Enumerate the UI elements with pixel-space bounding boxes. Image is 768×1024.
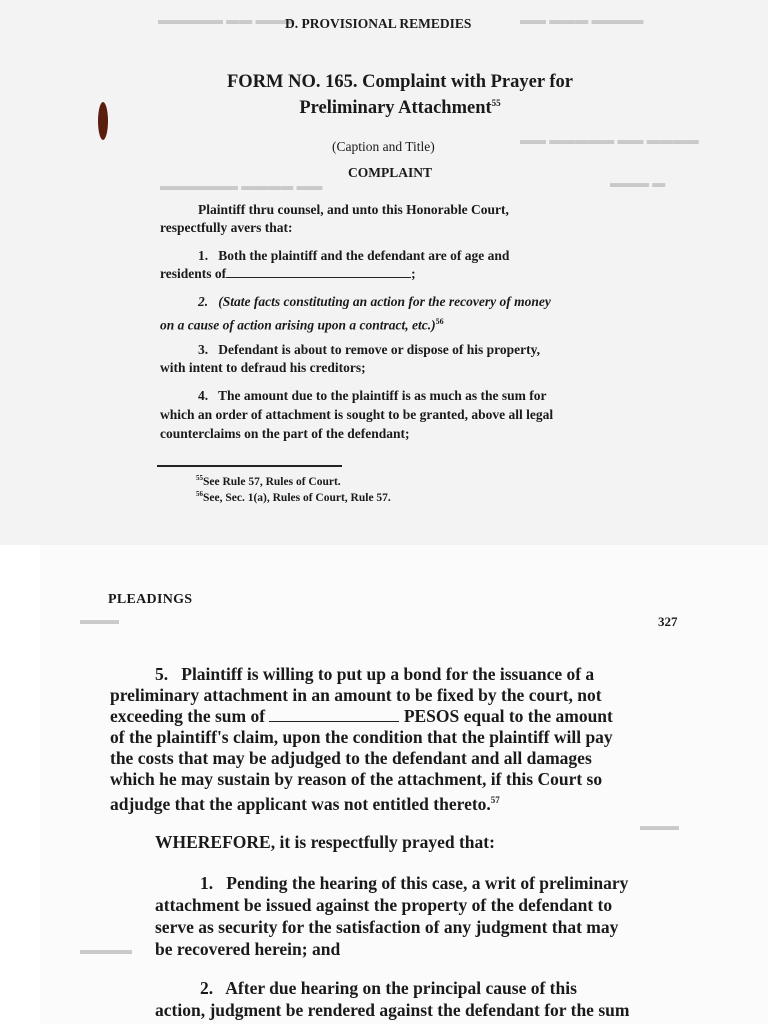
para5-line3-start: exceeding the sum of bbox=[110, 706, 266, 726]
para5-line7-wrap bbox=[110, 790, 500, 814]
form-title-line1: FORM NO. 165. Complaint with Prayer for bbox=[227, 72, 573, 92]
intro-line1: Plaintiff thru counsel, and unto this Honorable Court, bbox=[198, 202, 509, 217]
section-heading: D. PROVISIONAL REMEDIES bbox=[285, 16, 472, 31]
prayer2-line1: 2. After due hearing on the principal cause of this bbox=[200, 978, 577, 998]
para1-line2-end: ; bbox=[411, 266, 416, 281]
footnote-1-text: See Rule 57, Rules of Court. bbox=[203, 475, 341, 488]
footnote-2-ref: 56 bbox=[196, 490, 203, 498]
intro-line2: respectfully avers that: bbox=[160, 220, 293, 235]
para5-line2: preliminary attachment in an amount to be fixed by the court, not bbox=[110, 685, 602, 705]
para5-line1: 5. Plaintiff is willing to put up a bond for the issuance of a bbox=[155, 664, 595, 684]
para3-line1: 3. Defendant is about to remove or dispose of his property, bbox=[198, 342, 541, 357]
bleed-through-text: ▬▬ ▬▬▬▬ ▬▬▬▬▬▬ bbox=[160, 178, 323, 193]
bleed-through-text: ▬▬▬ bbox=[80, 612, 119, 627]
prayer1-line1: 1. Pending the hearing of this case, a writ of preliminary bbox=[200, 873, 629, 893]
form-title-ref: 55 bbox=[491, 98, 501, 108]
page-number: 327 bbox=[658, 614, 678, 629]
para2-ref: 56 bbox=[435, 317, 444, 326]
para3-line2: with intent to defraud his creditors; bbox=[160, 360, 366, 375]
footnote-rule bbox=[157, 465, 342, 467]
footnote-2-text: See, Sec. 1(a), Rules of Court, Rule 57. bbox=[203, 491, 391, 504]
bleed-through-text: ▬▬▬ ▬▬ ▬▬▬▬▬ bbox=[158, 12, 295, 27]
wherefore: WHEREFORE, it is respectfully prayed that: bbox=[155, 832, 495, 852]
prayer1-line3: serve as security for the satisfaction of any judgment that may bbox=[155, 917, 619, 937]
running-head: PLEADINGS bbox=[108, 592, 193, 607]
page-gap bbox=[0, 545, 40, 1024]
para2-line2-wrap bbox=[160, 312, 444, 336]
para5-line6: which he may sustain by reason of the attachment, if this Court so bbox=[110, 769, 603, 789]
bleed-through-text: ▬▬▬ bbox=[640, 818, 679, 833]
para5-line7: adjudge that the applicant was not entitled thereto. bbox=[110, 793, 491, 814]
para1-line1: 1. Both the plaintiff and the defendant are of age and bbox=[198, 248, 510, 263]
form-title-line2: Preliminary Attachment bbox=[299, 98, 492, 119]
para5-line3-end: PESOS equal to the amount bbox=[403, 706, 613, 726]
caption: (Caption and Title) bbox=[332, 139, 435, 154]
para4-line1: 4. The amount due to the plaintiff is as much as the sum for bbox=[198, 388, 547, 403]
para5-ref: 57 bbox=[490, 795, 500, 805]
complaint-heading: COMPLAINT bbox=[348, 165, 432, 180]
para1-line2-start: residents of bbox=[160, 266, 227, 281]
para1-line2 bbox=[160, 264, 416, 284]
form-title-line2-wrap bbox=[180, 93, 620, 119]
para5-line3 bbox=[110, 706, 613, 727]
para5-line5: the costs that may be adjudged to the defendant and all damages bbox=[110, 748, 592, 768]
bleed-through-text: ▬▬▬▬ ▬▬▬ ▬▬ bbox=[520, 12, 644, 27]
residence-blank bbox=[226, 277, 411, 278]
prayer2-line2: action, judgment be rendered against the defendant for the sum bbox=[155, 1000, 630, 1020]
bleed-through-text: ▬▬▬▬ ▬▬ ▬▬▬▬▬ ▬▬ bbox=[520, 132, 699, 147]
para2-line1: 2. (State facts constituting an action for the recovery of money bbox=[198, 294, 551, 309]
bleed-through-text: ▬ ▬▬▬ bbox=[610, 175, 666, 190]
para2-line2: on a cause of action arising upon a contract, etc.) bbox=[160, 317, 436, 333]
footnote-1-ref: 55 bbox=[196, 474, 203, 482]
para4-line2: which an order of attachment is sought to be granted, above all legal bbox=[160, 407, 554, 422]
form-title bbox=[180, 72, 620, 119]
prayer1-line2: attachment be issued against the property of the defendant to bbox=[155, 895, 613, 915]
footnote-2 bbox=[196, 487, 391, 506]
para4-line3: counterclaims on the part of the defendant; bbox=[160, 426, 410, 441]
bleed-through-text: ▬▬▬▬ bbox=[80, 942, 132, 957]
amount-blank bbox=[269, 721, 399, 722]
para5-line4: of the plaintiff's claim, upon the condition that the plaintiff will pay bbox=[110, 727, 613, 747]
prayer1-line4: be recovered herein; and bbox=[155, 939, 341, 959]
page-stain bbox=[98, 102, 108, 140]
